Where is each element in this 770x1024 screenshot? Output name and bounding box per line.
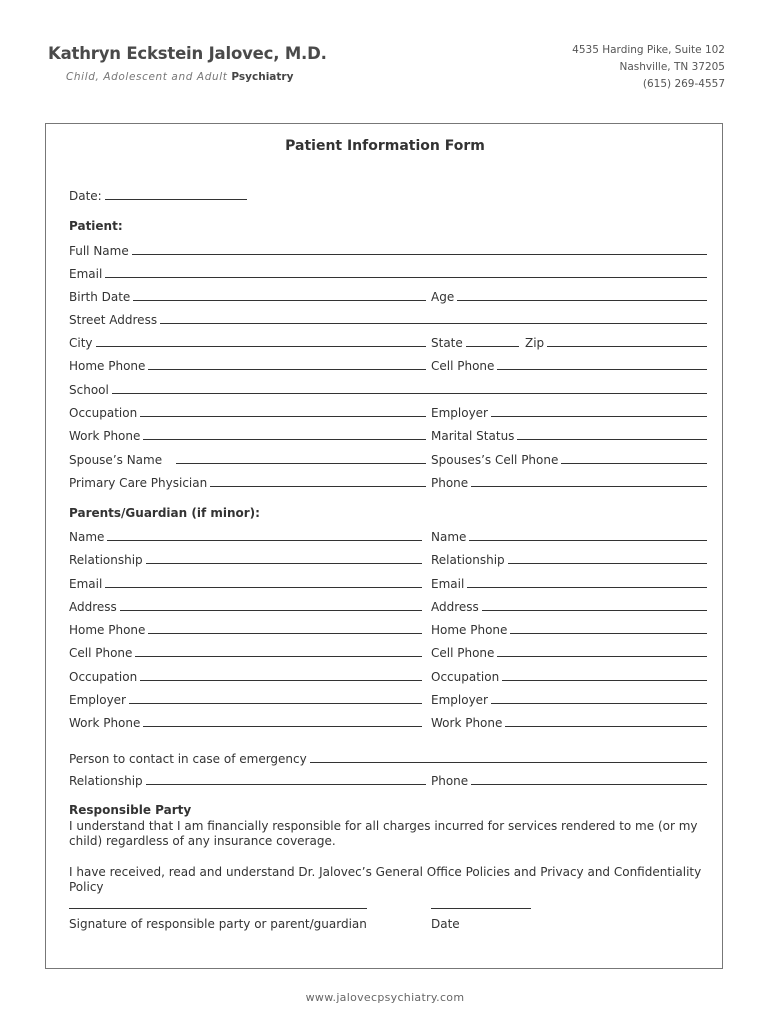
guardian2-occupation-field[interactable] [431,668,707,684]
occupation-field[interactable] [69,404,426,420]
state-field[interactable] [431,334,519,350]
street-line[interactable] [160,323,707,324]
guardian1-home-phone-line[interactable] [148,633,422,634]
pcp-phone-line[interactable] [471,486,707,487]
street-field[interactable] [69,311,707,327]
guardian-heading: Parents/Guardian (if minor): [69,506,260,520]
guardian1-address-line[interactable] [120,610,422,611]
emergency-contact-line[interactable] [310,762,707,763]
guardian2-employer-label: Employer [431,693,488,707]
practice-tagline [66,71,293,83]
birth-date-field[interactable] [69,288,426,304]
zip-label: Zip [525,336,545,350]
guardian2-address-line[interactable] [482,610,707,611]
guardian1-address-field[interactable] [69,598,422,614]
work-phone-label: Work Phone [69,429,141,443]
pcp-line[interactable] [210,486,426,487]
emergency-relationship-line[interactable] [146,784,426,785]
office-phone: (615) 269-4557 [642,78,725,90]
guardian2-email-line[interactable] [467,587,707,588]
email-field[interactable] [69,265,707,281]
home-phone-field[interactable] [69,357,426,373]
practice-tagline-prefix: Child, Adolescent and Adult [66,71,228,83]
cell-phone-field[interactable] [431,357,707,373]
occupation-line[interactable] [140,416,426,417]
emergency-relationship-label: Relationship [69,774,143,788]
guardian1-relationship-field[interactable] [69,551,422,567]
emergency-phone-field[interactable] [431,772,707,788]
guardian2-employer-line[interactable] [491,703,707,704]
guardian1-employer-field[interactable] [69,691,422,707]
pcp-label: Primary Care Physician [69,476,208,490]
guardian1-email-label: Email [69,577,103,591]
spouse-name-field[interactable] [69,451,426,467]
street-label: Street Address [69,313,158,327]
guardian2-address-field[interactable] [431,598,707,614]
school-label: School [69,383,109,397]
guardian1-cell-phone-field[interactable] [69,644,422,660]
city-line[interactable] [96,346,426,347]
guardian1-cell-phone-label: Cell Phone [69,646,133,660]
guardian2-relationship-line[interactable] [508,563,707,564]
pcp-phone-field[interactable] [431,474,707,490]
guardian2-cell-phone-field[interactable] [431,644,707,660]
date-field[interactable] [69,187,247,203]
spouse-name-line[interactable] [176,463,426,464]
spouse-cell-field[interactable] [431,451,707,467]
cell-phone-label: Cell Phone [431,359,495,373]
city-field[interactable] [69,334,426,350]
guardian2-work-phone-line[interactable] [505,726,707,727]
guardian1-name-field[interactable] [69,528,422,544]
form-title: Patient Information Form [285,138,485,154]
guardian2-relationship-field[interactable] [431,551,707,567]
guardian1-occupation-label: Occupation [69,670,138,684]
guardian1-employer-label: Employer [69,693,126,707]
employer-label: Employer [431,406,488,420]
guardian1-relationship-line[interactable] [146,563,422,564]
age-field[interactable] [431,288,707,304]
guardian1-occupation-line[interactable] [140,680,422,681]
date-line[interactable] [105,199,247,200]
state-label: State [431,336,463,350]
marital-status-label: Marital Status [431,429,515,443]
work-phone-line[interactable] [143,439,426,440]
patient-heading: Patient: [69,219,123,233]
home-phone-label: Home Phone [69,359,146,373]
school-line[interactable] [112,393,707,394]
responsible-heading: Responsible Party [69,803,192,817]
occupation-label: Occupation [69,406,138,420]
age-label: Age [431,290,455,304]
guardian1-cell-phone-line[interactable] [135,656,422,657]
guardian2-work-phone-field[interactable] [431,714,707,730]
full-name-label: Full Name [69,244,129,258]
guardian2-home-phone-line[interactable] [510,633,707,634]
guardian2-home-phone-field[interactable] [431,621,707,637]
email-line[interactable] [105,277,707,278]
marital-status-field[interactable] [431,427,707,443]
zip-line[interactable] [547,346,707,347]
guardian1-home-phone-label: Home Phone [69,623,146,637]
footer-website[interactable]: www.jalovecpsychiatry.com [305,991,465,1004]
emergency-relationship-field[interactable] [69,772,426,788]
full-name-field[interactable] [69,242,707,258]
financial-responsibility-text: I understand that I am financially responsible for all charges incurred for services rendered to me (or my child) regardless of any insurance coverage. [69,819,698,848]
guardian2-occupation-line[interactable] [502,680,707,681]
spouse-cell-label: Spouses’s Cell Phone [431,453,559,467]
zip-field[interactable] [525,334,707,350]
guardian2-home-phone-label: Home Phone [431,623,508,637]
guardian1-occupation-field[interactable] [69,668,422,684]
employer-field[interactable] [431,404,707,420]
practice-tagline-bold: Psychiatry [231,71,294,83]
birth-date-label: Birth Date [69,290,131,304]
age-line[interactable] [457,300,707,301]
guardian2-name-line[interactable] [469,540,707,541]
address-line-1: 4535 Harding Pike, Suite 102 [572,44,725,56]
address-line-2: Nashville, TN 37205 [619,61,725,73]
marital-status-line[interactable] [517,439,707,440]
guardian1-name-label: Name [69,530,105,544]
guardian2-work-phone-label: Work Phone [431,716,503,730]
birth-date-line[interactable] [133,300,426,301]
guardian1-work-phone-line[interactable] [143,726,422,727]
emergency-contact-label: Person to contact in case of emergency [69,752,307,766]
cell-phone-line[interactable] [497,369,707,370]
state-line[interactable] [466,346,519,347]
signature-date-line[interactable] [431,908,531,909]
city-label: City [69,336,93,350]
guardian1-relationship-label: Relationship [69,553,143,567]
guardian1-home-phone-field[interactable] [69,621,422,637]
school-field[interactable] [69,381,707,397]
signature-date-label: Date [431,917,460,931]
guardian2-cell-phone-line[interactable] [497,656,707,657]
guardian2-email-label: Email [431,577,465,591]
guardian1-work-phone-field[interactable] [69,714,422,730]
guardian2-name-label: Name [431,530,467,544]
guardian1-address-label: Address [69,600,117,614]
guardian2-employer-field[interactable] [431,691,707,707]
guardian1-name-line[interactable] [107,540,422,541]
guardian2-email-field[interactable] [431,575,707,591]
policy-acknowledgement-text: I have received, read and understand Dr. Jalovec’s General Office Policies and Privacy and Confidentiality Policy [69,865,702,894]
guardian2-address-label: Address [431,600,479,614]
spouse-cell-line[interactable] [561,463,707,464]
emergency-phone-label: Phone [431,774,469,788]
signature-line[interactable] [69,908,367,909]
full-name-line[interactable] [132,254,707,255]
guardian2-relationship-label: Relationship [431,553,505,567]
guardian1-employer-line[interactable] [129,703,422,704]
home-phone-line[interactable] [148,369,426,370]
guardian2-cell-phone-label: Cell Phone [431,646,495,660]
guardian2-name-field[interactable] [431,528,707,544]
spouse-name-label: Spouse’s Name [69,453,163,467]
doctor-name: Kathryn Eckstein Jalovec, M.D. [48,44,327,63]
signature-label: Signature of responsible party or parent/guardian [69,917,367,931]
guardian1-email-field[interactable] [69,575,422,591]
work-phone-field[interactable] [69,427,426,443]
guardian2-occupation-label: Occupation [431,670,500,684]
pcp-phone-label: Phone [431,476,469,490]
email-label: Email [69,267,103,281]
emergency-contact-field[interactable] [69,750,707,766]
pcp-field[interactable] [69,474,426,490]
guardian1-work-phone-label: Work Phone [69,716,141,730]
employer-line[interactable] [491,416,707,417]
emergency-phone-line[interactable] [471,784,707,785]
date-label: Date: [69,189,102,203]
guardian1-email-line[interactable] [105,587,422,588]
